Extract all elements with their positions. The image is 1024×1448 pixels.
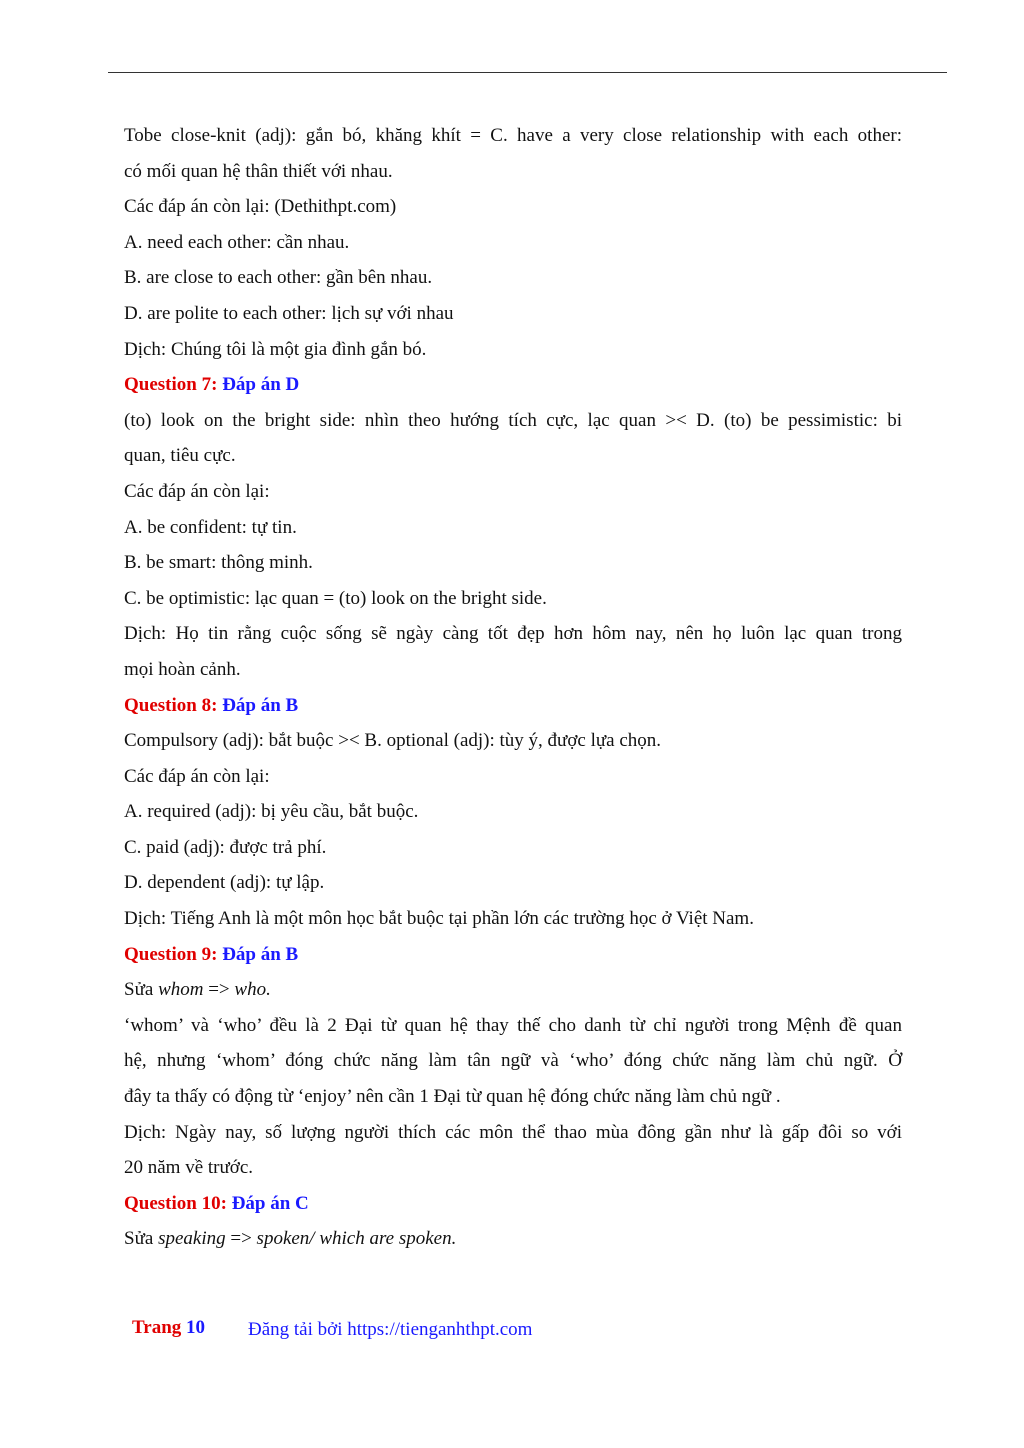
- answer-key: Đáp án D: [222, 374, 300, 396]
- answer-key: Đáp án C: [231, 1192, 309, 1214]
- answer-key: Đáp án B: [222, 943, 299, 965]
- text-line: Dịch: Tiếng Anh là một môn học bắt buộc tại phần lớn các trường học ở Việt Nam.: [124, 908, 754, 930]
- footer-uploaded-by: Đăng tải bởi https://tienganhthpt.com: [248, 1319, 533, 1340]
- header-rule: [108, 72, 947, 73]
- text-line: hệ, nhưng ‘whom’ đóng chức năng làm tân ngữ và ‘who’ đóng chức năng làm chủ ngữ. Ở: [124, 1050, 902, 1072]
- text-line: A. required (adj): bị yêu cầu, bắt buộc.: [124, 801, 419, 823]
- correction-to: spoken/ which are spoken.: [256, 1228, 457, 1250]
- text-line: Các đáp án còn lại:: [124, 765, 270, 787]
- document-body: [124, 118, 902, 1257]
- footer-page-label: Trang: [132, 1317, 182, 1338]
- text-line: Các đáp án còn lại:: [124, 480, 270, 502]
- text-line: C. be optimistic: lạc quan = (to) look on the bright side.: [124, 587, 547, 609]
- text-line: C. paid (adj): được trả phí.: [124, 836, 327, 858]
- text-line: (to) look on the bright side: nhìn theo hướng tích cực, lạc quan >< D. (to) be pessimistic: bi: [124, 409, 902, 431]
- text-line: B. be smart: thông minh.: [124, 552, 313, 574]
- correction-line: [124, 972, 902, 1008]
- text-line: 20 năm về trước.: [124, 1157, 254, 1179]
- text-line: Dịch: Ngày nay, số lượng người thích các môn thể thao mùa đông gần như là gấp đôi so với: [124, 1121, 902, 1143]
- question-heading: [124, 367, 902, 403]
- text-line: Compulsory (adj): bắt buộc >< B. optional (adj): tùy ý, được lựa chọn.: [124, 730, 662, 752]
- question-label: Question 10:: [124, 1192, 227, 1214]
- footer-page-number: 10: [186, 1317, 206, 1338]
- question-heading: [124, 688, 902, 724]
- question-label: Question 8:: [124, 694, 218, 716]
- text-line: có mối quan hệ thân thiết với nhau.: [124, 160, 393, 182]
- correction-arrow: =>: [208, 979, 230, 1001]
- answer-key: Đáp án B: [222, 694, 299, 716]
- text-line: D. are polite to each other: lịch sự với nhau: [124, 302, 454, 324]
- question-label: Question 9:: [124, 943, 218, 965]
- correction-prefix: Sửa: [124, 979, 154, 1001]
- text-line: A. need each other: cần nhau.: [124, 231, 350, 253]
- question-heading: [124, 1186, 902, 1222]
- text-line: B. are close to each other: gần bên nhau.: [124, 267, 433, 289]
- text-line: Các đáp án còn lại: (Dethithpt.com): [124, 196, 397, 218]
- correction-from: whom: [158, 979, 204, 1001]
- correction-line: [124, 1221, 902, 1257]
- correction-arrow: =>: [230, 1228, 252, 1250]
- correction-to: who.: [234, 979, 271, 1001]
- text-line: đây ta thấy có động từ ‘enjoy’ nên cần 1 Đại từ quan hệ đóng chức năng làm chủ ngữ .: [124, 1086, 781, 1108]
- text-line: quan, tiêu cực.: [124, 445, 236, 467]
- question-label: Question 7:: [124, 374, 218, 396]
- text-line: D. dependent (adj): tự lập.: [124, 872, 325, 894]
- page-footer: [132, 1314, 533, 1342]
- question-heading: [124, 937, 902, 973]
- text-line: A. be confident: tự tin.: [124, 516, 297, 538]
- text-line: ‘whom’ và ‘who’ đều là 2 Đại từ quan hệ thay thế cho danh từ chỉ người trong Mệnh đề quan: [124, 1014, 902, 1036]
- text-line: Tobe close-knit (adj): gắn bó, khăng khít = C. have a very close relationship with each other:: [124, 125, 902, 146]
- correction-from: speaking: [158, 1228, 226, 1250]
- text-line: mọi hoàn cảnh.: [124, 658, 241, 680]
- text-line: Dịch: Chúng tôi là một gia đình gắn bó.: [124, 338, 427, 360]
- correction-prefix: Sửa: [124, 1228, 154, 1250]
- text-line: Dịch: Họ tin rằng cuộc sống sẽ ngày càng tốt đẹp hơn hôm nay, nên họ luôn lạc quan trong: [124, 623, 902, 645]
